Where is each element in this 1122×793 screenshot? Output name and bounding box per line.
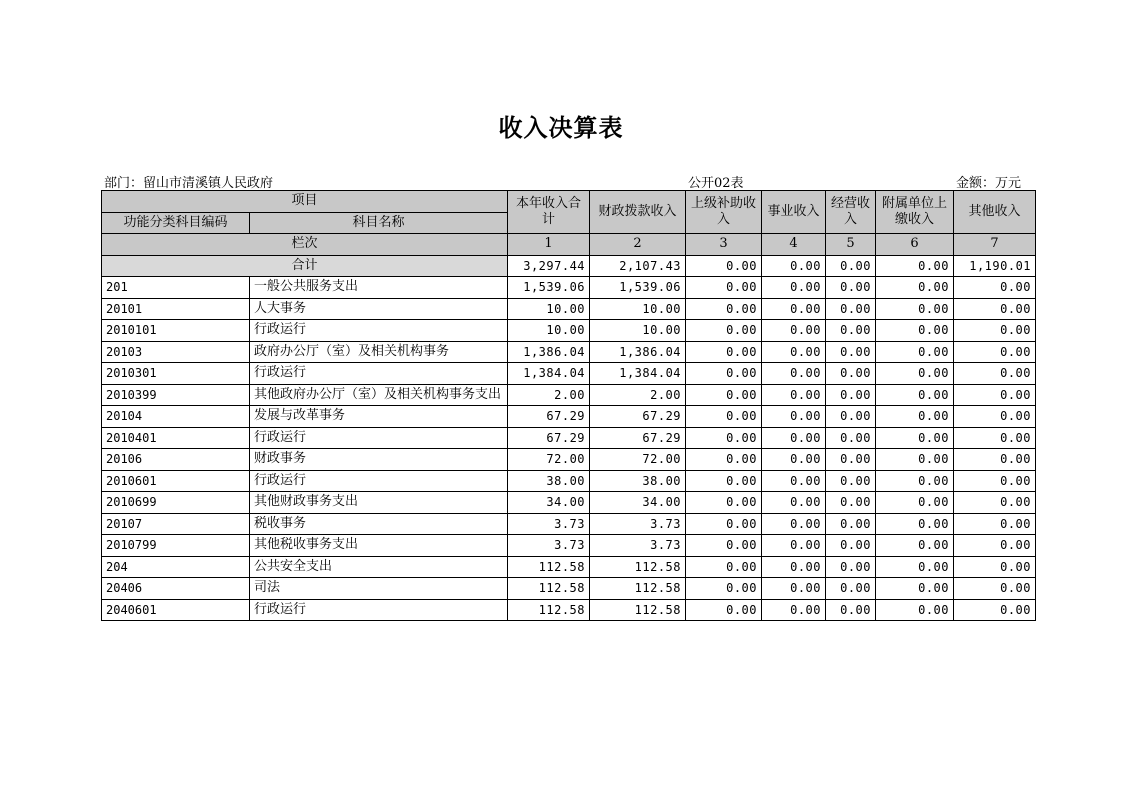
total-value: 0.00 — [826, 255, 876, 277]
row-value: 0.00 — [954, 513, 1036, 535]
header-name: 科目名称 — [250, 212, 508, 234]
row-value: 0.00 — [826, 427, 876, 449]
row-value: 0.00 — [686, 363, 762, 385]
row-value: 0.00 — [954, 363, 1036, 385]
row-name: 其他税收事务支出 — [250, 535, 508, 557]
row-value: 0.00 — [826, 535, 876, 557]
row-value: 0.00 — [762, 556, 826, 578]
row-value: 0.00 — [686, 449, 762, 471]
header-row-label: 栏次 — [102, 234, 508, 256]
row-code: 20101 — [102, 298, 250, 320]
row-value: 0.00 — [876, 363, 954, 385]
row-name: 行政运行 — [250, 470, 508, 492]
row-value: 0.00 — [762, 470, 826, 492]
row-value: 0.00 — [954, 449, 1036, 471]
department-label: 部门：留山市清溪镇人民政府 — [104, 176, 274, 191]
row-value: 10.00 — [590, 298, 686, 320]
row-value: 0.00 — [686, 298, 762, 320]
row-code: 2010401 — [102, 427, 250, 449]
row-value: 0.00 — [686, 470, 762, 492]
row-value: 0.00 — [762, 384, 826, 406]
row-value: 3.73 — [508, 513, 590, 535]
row-value: 0.00 — [826, 320, 876, 342]
row-value: 38.00 — [590, 470, 686, 492]
row-value: 0.00 — [954, 578, 1036, 600]
table-row — [102, 384, 1036, 406]
header-code: 功能分类科目编码 — [102, 212, 250, 234]
row-name: 发展与改革事务 — [250, 406, 508, 428]
total-label: 合计 — [102, 255, 508, 277]
row-value: 0.00 — [686, 320, 762, 342]
row-value: 10.00 — [508, 320, 590, 342]
row-value: 0.00 — [876, 277, 954, 299]
row-code: 2010799 — [102, 535, 250, 557]
row-value: 0.00 — [826, 406, 876, 428]
total-value: 0.00 — [876, 255, 954, 277]
row-value: 0.00 — [826, 513, 876, 535]
row-value: 0.00 — [762, 599, 826, 621]
row-value: 0.00 — [686, 341, 762, 363]
row-code: 2010301 — [102, 363, 250, 385]
table-row — [102, 492, 1036, 514]
page-title: 收入决算表 — [498, 113, 624, 142]
row-value: 112.58 — [508, 599, 590, 621]
row-value: 0.00 — [686, 578, 762, 600]
row-value: 0.00 — [686, 427, 762, 449]
form-number: 公开02表 — [688, 176, 744, 191]
row-name: 政府办公厅（室）及相关机构事务 — [250, 341, 508, 363]
row-code: 20103 — [102, 341, 250, 363]
header-col-5: 经营收入 — [826, 191, 876, 234]
row-value: 0.00 — [686, 384, 762, 406]
row-value: 67.29 — [590, 427, 686, 449]
row-value: 0.00 — [826, 578, 876, 600]
row-value: 1,539.06 — [590, 277, 686, 299]
row-name: 司法 — [250, 578, 508, 600]
row-code: 2010101 — [102, 320, 250, 342]
row-name: 人大事务 — [250, 298, 508, 320]
amount-unit: 金额：万元 — [956, 176, 1022, 191]
row-value: 0.00 — [826, 470, 876, 492]
row-value: 0.00 — [762, 578, 826, 600]
header-col-3: 上级补助收入 — [686, 191, 762, 234]
row-value: 72.00 — [508, 449, 590, 471]
row-value: 72.00 — [590, 449, 686, 471]
row-value: 10.00 — [508, 298, 590, 320]
column-number: 1 — [508, 234, 590, 256]
row-value: 0.00 — [826, 341, 876, 363]
row-name: 财政事务 — [250, 449, 508, 471]
row-value: 67.29 — [508, 427, 590, 449]
row-value: 0.00 — [686, 599, 762, 621]
row-value: 0.00 — [876, 384, 954, 406]
row-value: 1,384.04 — [508, 363, 590, 385]
row-value: 0.00 — [762, 535, 826, 557]
row-value: 0.00 — [954, 599, 1036, 621]
total-value: 0.00 — [686, 255, 762, 277]
row-value: 0.00 — [876, 406, 954, 428]
row-value: 112.58 — [508, 578, 590, 600]
table-row — [102, 578, 1036, 600]
table-row — [102, 449, 1036, 471]
header-col-4: 事业收入 — [762, 191, 826, 234]
row-value: 0.00 — [876, 341, 954, 363]
header-col-2: 财政拨款收入 — [590, 191, 686, 234]
table-row — [102, 363, 1036, 385]
row-value: 112.58 — [590, 578, 686, 600]
row-code: 20406 — [102, 578, 250, 600]
row-name: 税收事务 — [250, 513, 508, 535]
table-row — [102, 535, 1036, 557]
row-value: 0.00 — [826, 556, 876, 578]
row-value: 0.00 — [762, 406, 826, 428]
row-value: 0.00 — [826, 492, 876, 514]
row-value: 0.00 — [876, 298, 954, 320]
row-value: 2.00 — [508, 384, 590, 406]
row-value: 10.00 — [590, 320, 686, 342]
row-value: 1,386.04 — [590, 341, 686, 363]
total-value: 2,107.43 — [590, 255, 686, 277]
row-value: 0.00 — [686, 492, 762, 514]
column-number: 5 — [826, 234, 876, 256]
total-value: 0.00 — [762, 255, 826, 277]
row-name: 行政运行 — [250, 599, 508, 621]
row-value: 0.00 — [686, 406, 762, 428]
row-value: 3.73 — [508, 535, 590, 557]
row-value: 0.00 — [876, 535, 954, 557]
table-row — [102, 470, 1036, 492]
total-row — [102, 255, 1036, 277]
row-value: 0.00 — [686, 535, 762, 557]
header-item: 项目 — [102, 191, 508, 213]
row-code: 2010601 — [102, 470, 250, 492]
row-value: 0.00 — [762, 363, 826, 385]
row-value: 0.00 — [762, 427, 826, 449]
row-value: 0.00 — [686, 556, 762, 578]
row-name: 公共安全支出 — [250, 556, 508, 578]
row-value: 0.00 — [762, 492, 826, 514]
row-value: 0.00 — [954, 406, 1036, 428]
row-value: 0.00 — [876, 492, 954, 514]
row-value: 0.00 — [686, 277, 762, 299]
row-name: 其他财政事务支出 — [250, 492, 508, 514]
row-value: 0.00 — [826, 298, 876, 320]
table-row — [102, 513, 1036, 535]
row-value: 1,539.06 — [508, 277, 590, 299]
header-col-1: 本年收入合计 — [508, 191, 590, 234]
table-row — [102, 406, 1036, 428]
row-value: 1,386.04 — [508, 341, 590, 363]
row-value: 112.58 — [590, 599, 686, 621]
table-row — [102, 320, 1036, 342]
row-name: 一般公共服务支出 — [250, 277, 508, 299]
row-code: 20107 — [102, 513, 250, 535]
row-name: 行政运行 — [250, 427, 508, 449]
row-code: 2010399 — [102, 384, 250, 406]
row-code: 20104 — [102, 406, 250, 428]
row-name: 行政运行 — [250, 320, 508, 342]
row-name: 行政运行 — [250, 363, 508, 385]
table-row — [102, 277, 1036, 299]
row-value: 0.00 — [876, 556, 954, 578]
header-col-7: 其他收入 — [954, 191, 1036, 234]
row-value: 0.00 — [954, 427, 1036, 449]
row-value: 3.73 — [590, 535, 686, 557]
row-value: 67.29 — [590, 406, 686, 428]
header-col-6: 附属单位上缴收入 — [876, 191, 954, 234]
row-value: 0.00 — [876, 470, 954, 492]
row-value: 3.73 — [590, 513, 686, 535]
row-value: 0.00 — [762, 341, 826, 363]
row-value: 0.00 — [876, 599, 954, 621]
row-value: 0.00 — [762, 298, 826, 320]
column-number: 7 — [954, 234, 1036, 256]
row-value: 0.00 — [762, 449, 826, 471]
row-value: 0.00 — [954, 492, 1036, 514]
row-value: 0.00 — [826, 277, 876, 299]
row-value: 0.00 — [826, 599, 876, 621]
column-number: 3 — [686, 234, 762, 256]
table-row — [102, 341, 1036, 363]
income-final-accounts-table — [101, 190, 1036, 621]
row-value: 0.00 — [826, 363, 876, 385]
row-value: 0.00 — [954, 298, 1036, 320]
row-code: 20106 — [102, 449, 250, 471]
row-value: 0.00 — [826, 449, 876, 471]
row-code: 204 — [102, 556, 250, 578]
row-value: 0.00 — [876, 578, 954, 600]
row-value: 0.00 — [876, 513, 954, 535]
row-value: 34.00 — [508, 492, 590, 514]
column-number: 6 — [876, 234, 954, 256]
row-value: 0.00 — [876, 449, 954, 471]
row-code: 201 — [102, 277, 250, 299]
row-value: 112.58 — [508, 556, 590, 578]
row-value: 0.00 — [826, 384, 876, 406]
row-value: 0.00 — [762, 513, 826, 535]
row-value: 0.00 — [954, 556, 1036, 578]
row-name: 其他政府办公厅（室）及相关机构事务支出 — [250, 384, 508, 406]
table-row — [102, 298, 1036, 320]
row-value: 1,384.04 — [590, 363, 686, 385]
total-value: 1,190.01 — [954, 255, 1036, 277]
row-value: 2.00 — [590, 384, 686, 406]
row-value: 0.00 — [954, 277, 1036, 299]
column-number: 4 — [762, 234, 826, 256]
row-value: 0.00 — [762, 320, 826, 342]
row-value: 0.00 — [762, 277, 826, 299]
row-value: 67.29 — [508, 406, 590, 428]
row-code: 2040601 — [102, 599, 250, 621]
row-value: 112.58 — [590, 556, 686, 578]
row-value: 0.00 — [954, 384, 1036, 406]
table-row — [102, 556, 1036, 578]
row-code: 2010699 — [102, 492, 250, 514]
row-value: 0.00 — [954, 320, 1036, 342]
row-value: 38.00 — [508, 470, 590, 492]
row-value: 34.00 — [590, 492, 686, 514]
row-value: 0.00 — [954, 470, 1036, 492]
row-value: 0.00 — [954, 341, 1036, 363]
column-number: 2 — [590, 234, 686, 256]
row-value: 0.00 — [686, 513, 762, 535]
row-value: 0.00 — [954, 535, 1036, 557]
table-row — [102, 427, 1036, 449]
table-row — [102, 599, 1036, 621]
row-value: 0.00 — [876, 427, 954, 449]
total-value: 3,297.44 — [508, 255, 590, 277]
row-value: 0.00 — [876, 320, 954, 342]
